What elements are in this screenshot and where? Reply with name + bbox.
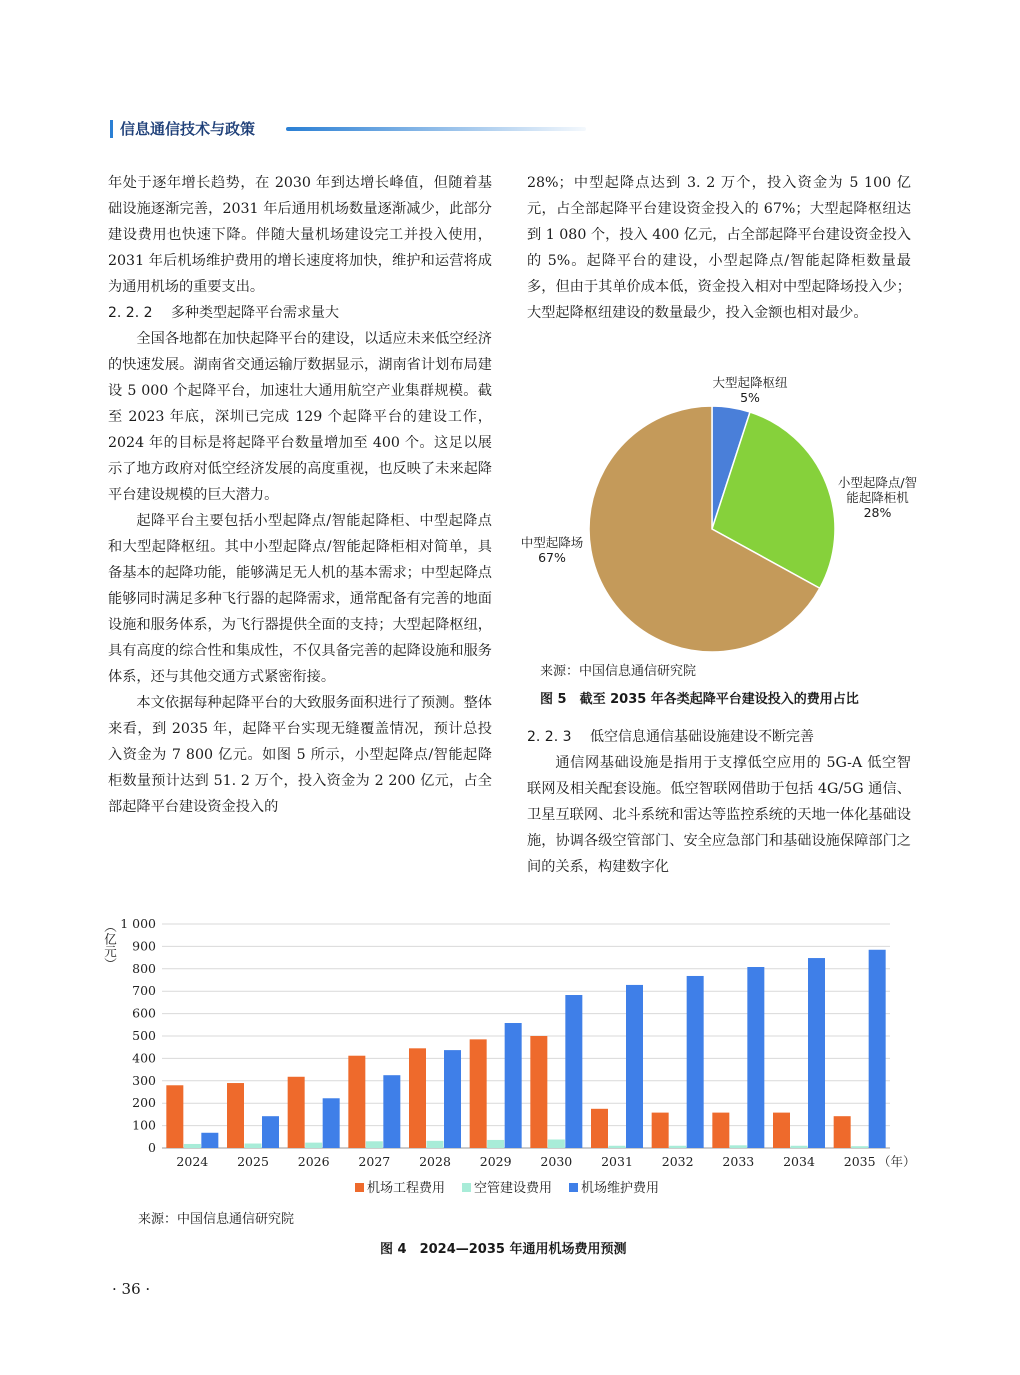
pie-label-large-hub <box>690 375 810 405</box>
figure5-caption: 图 5 截至 2035 年各类起降平台建设投入的费用占比 <box>540 692 859 707</box>
paragraph: 本文依据每种起降平台的大致服务面积进行了预测。整体来看，到 2035 年，起降平台实现无缝覆盖情况，预计总投入资金为 7 800 亿元。如图 5 所示，小型起降点/智能起降柜数量预计达到 51. 2 万个，投入资金为 2 200 亿元，占全部起降平台建设资金投入的 <box>108 695 492 815</box>
bar-2-2028 <box>444 1050 461 1148</box>
bar-1-2035 <box>851 1146 868 1148</box>
bar-0-2027 <box>348 1056 365 1148</box>
pie-label-line: 小型起降点/智 <box>837 475 918 490</box>
pie-percent: 28% <box>863 505 892 520</box>
right-column-top <box>527 170 911 326</box>
bar-0-2029 <box>470 1039 487 1148</box>
bar-0-2024 <box>166 1085 183 1148</box>
journal-title: 信息通信技术与政策 <box>120 120 256 138</box>
bar-1-2031 <box>609 1146 626 1148</box>
bar-2-2029 <box>505 1023 522 1148</box>
figure4-source: 来源：中国信息通信研究院 <box>138 1212 295 1227</box>
bar-1-2028 <box>427 1141 444 1148</box>
y-tick-label: 200 <box>132 1095 156 1111</box>
bar-2-2024 <box>201 1133 218 1148</box>
y-tick-label: 800 <box>132 960 156 976</box>
page-number: · 36 · <box>112 1280 151 1298</box>
header-gradient-line <box>286 127 586 131</box>
x-tick-label: 2035 <box>843 1154 876 1169</box>
legend-swatch-0 <box>355 1183 364 1192</box>
paragraph: 起降平台主要包括小型起降点/智能起降柜、中型起降点和大型起降枢纽。其中小型起降点/智能起降柜相对简单，具备基本的起降功能，能够满足无人机的基本需求；中型起降点能够同时满足多种飞行器的起降需求，通常配备有完善的地面设施和服务体系，为飞行器提供全面的支持；大型起降枢纽，具有高度的综合性和集成性，不仅具备完善的起降设施和服务体系，还与其他交通方式紧密衔接。 <box>108 513 492 685</box>
bar-1-2032 <box>669 1146 686 1148</box>
legend-label-0: 机场工程费用 <box>367 1181 446 1196</box>
pie-label-line: 能起降柜机 <box>846 490 909 505</box>
x-unit-label: （年） <box>878 1154 916 1169</box>
pie-svg <box>510 370 930 680</box>
pie-label-small-point <box>825 475 930 520</box>
figure5-pie-chart <box>510 370 930 680</box>
bar-1-2034 <box>791 1146 808 1148</box>
paragraph: 年处于逐年增长趋势，在 2030 年到达增长峰值，但随着基础设施逐渐完善，2031 年后通用机场数量逐渐减少，此部分建设费用也快速下降。伴随大量机场建设完工并投入使用，2031 年后机场维护费用的增长速度将加快，维护和运营将成为通用机场的重要支出。 <box>108 175 492 295</box>
x-tick-label: 2034 <box>783 1154 815 1169</box>
bar-0-2025 <box>227 1083 244 1148</box>
x-tick-label: 2032 <box>661 1154 694 1169</box>
bar-2-2031 <box>626 985 643 1148</box>
x-tick-label: 2025 <box>237 1154 269 1169</box>
x-tick-label: 2029 <box>479 1154 512 1169</box>
bar-1-2026 <box>305 1143 322 1148</box>
bar-2-2030 <box>565 995 582 1148</box>
y-tick-label: 400 <box>132 1050 156 1066</box>
bar-2-2026 <box>323 1098 340 1148</box>
bar-0-2031 <box>591 1109 608 1148</box>
bar-1-2030 <box>548 1139 565 1148</box>
y-tick-label: 100 <box>132 1117 156 1133</box>
running-header <box>110 118 490 142</box>
figure5-source: 来源：中国信息通信研究院 <box>540 664 697 679</box>
pie-label-medium-field <box>512 535 592 565</box>
y-tick-label: 600 <box>132 1005 156 1021</box>
bar-1-2025 <box>245 1144 262 1148</box>
bar-0-2035 <box>834 1116 851 1148</box>
y-axis-label: （亿元） <box>102 920 118 970</box>
subsection-heading: 2. 2. 3 低空信息通信基础设施建设不断完善 <box>527 729 814 745</box>
y-tick-label: 300 <box>132 1072 156 1088</box>
left-column <box>108 170 492 820</box>
bar-0-2032 <box>652 1113 669 1148</box>
y-tick-label: 0 <box>148 1140 156 1155</box>
figure4-bar-chart <box>100 912 920 1202</box>
bar-0-2030 <box>530 1036 547 1148</box>
bar-0-2026 <box>288 1077 305 1148</box>
pie-label-line: 中型起降场 <box>520 535 584 550</box>
x-tick-label: 2024 <box>176 1154 209 1169</box>
bar-2-2035 <box>869 950 886 1148</box>
bar-0-2034 <box>773 1113 790 1148</box>
x-tick-label: 2030 <box>540 1154 573 1169</box>
x-tick-label: 2028 <box>419 1154 451 1169</box>
bar-0-2033 <box>712 1113 729 1148</box>
legend-swatch-1 <box>462 1183 471 1192</box>
pie-percent: 67% <box>538 550 566 565</box>
bar-2-2032 <box>687 976 704 1148</box>
subsection-heading: 2. 2. 2 多种类型起降平台需求量大 <box>108 305 339 321</box>
bar-1-2029 <box>487 1140 504 1148</box>
y-tick-label: 900 <box>132 938 156 954</box>
bar-svg <box>100 912 920 1202</box>
pie-label-line: 大型起降枢纽 <box>712 375 788 390</box>
x-tick-label: 2026 <box>297 1154 330 1169</box>
bar-2-2034 <box>808 958 825 1148</box>
x-tick-label: 2031 <box>601 1154 633 1169</box>
bar-2-2025 <box>262 1116 279 1148</box>
y-tick-label: 500 <box>132 1028 156 1043</box>
y-tick-label: 700 <box>132 983 156 999</box>
bar-2-2027 <box>383 1075 400 1148</box>
y-tick-label: 1 000 <box>120 916 156 931</box>
legend-swatch-2 <box>569 1183 578 1192</box>
legend-label-2: 机场维护费用 <box>581 1181 660 1196</box>
bar-1-2027 <box>366 1141 383 1148</box>
x-tick-label: 2033 <box>722 1154 755 1169</box>
paragraph: 28%；中型起降点达到 3. 2 万个，投入资金为 5 100 亿元，占全部起降平台建设资金投入的 67%；大型起降枢纽达到 1 080 个，投入 400 亿元，占全部起降平台建设资金投入的 5%。起降平台的建设，小型起降点/智能起降柜数量最多，但由于其单价成本低，资金投入相对中型起降场投入少；大型起降枢纽建设的数量最少，投入金额也相对最少。 <box>527 175 911 321</box>
paragraph: 全国各地都在加快起降平台的建设，以适应未来低空经济的快速发展。湖南省交通运输厅数据显示，湖南省计划布局建设 5 000 个起降平台，加速壮大通用航空产业集群规模。截至 2023 年底，深圳已完成 129 个起降平台的建设工作，2024 年的目标是将起降平台数量增加至 400 个。这足以展示了地方政府对低空经济发展的高度重视，也反映了未来起降平台建设规模的巨大潜力。 <box>108 331 492 503</box>
bar-2-2033 <box>747 967 764 1148</box>
bar-1-2033 <box>730 1145 747 1148</box>
legend-label-1: 空管建设费用 <box>474 1181 553 1196</box>
bar-0-2028 <box>409 1048 426 1148</box>
right-column-bottom <box>527 724 911 880</box>
paragraph: 通信网基础设施是指用于支撑低空应用的 5G-A 低空智联网及相关配套设施。低空智联网借助于包括 4G/5G 通信、卫星互联网、北斗系统和雷达等监控系统的天地一体化基础设施，协调各级空管部门、安全应急部门和基础设施保障部门之间的关系，构建数字化 <box>527 755 911 875</box>
pie-percent: 5% <box>740 390 760 405</box>
header-accent-bar <box>110 120 113 138</box>
x-tick-label: 2027 <box>358 1154 391 1169</box>
figure4-caption: 图 4 2024—2035 年通用机场费用预测 <box>380 1242 627 1257</box>
bar-1-2024 <box>184 1144 201 1148</box>
